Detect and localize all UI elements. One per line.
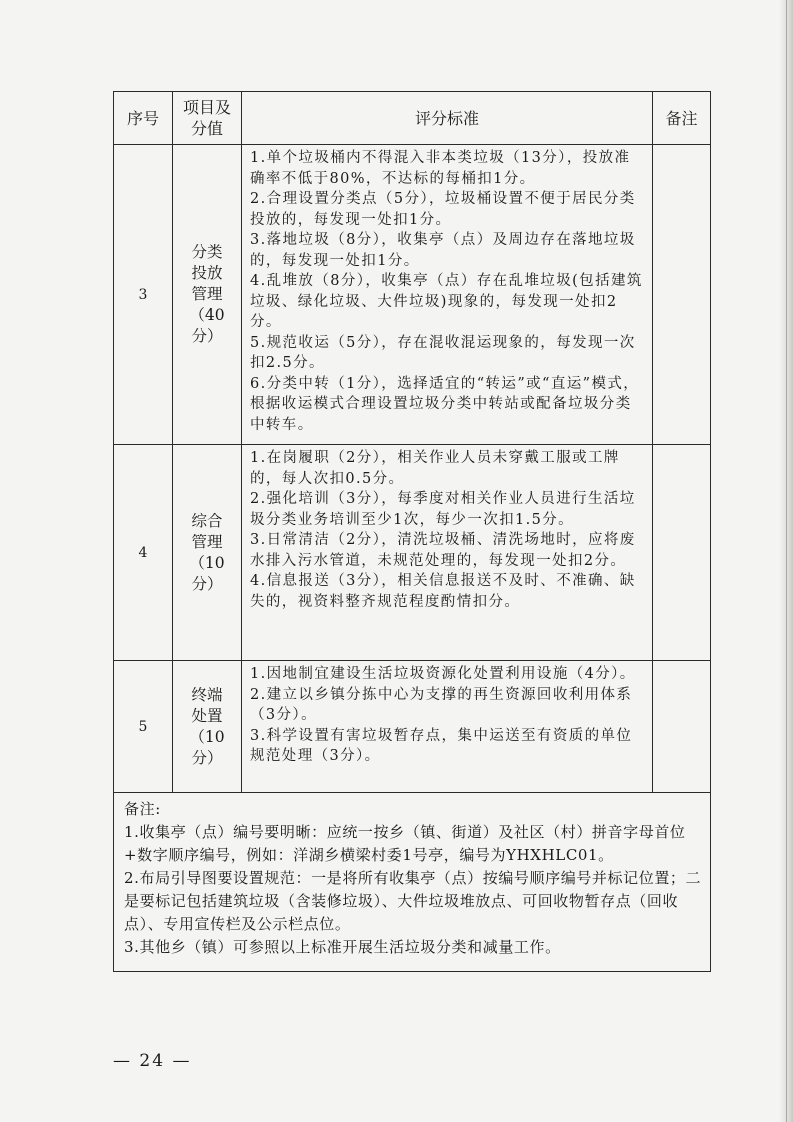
page-number: — 24 — <box>113 1051 192 1071</box>
criteria-item: 1.单个垃圾桶内不得混入非本类垃圾（13分），投放准确率不低于80%，不达标的每桶扣1分。 <box>250 150 631 187</box>
notes-title: 备注: <box>124 800 161 818</box>
row-criteria <box>242 661 653 793</box>
item-line: 管理 <box>191 532 223 551</box>
row-remark <box>653 661 711 793</box>
item-line: 分类 <box>191 243 223 261</box>
item-line: （10 <box>189 553 225 572</box>
row-remark <box>653 445 711 661</box>
note-item: 2.布局引导图要设置规范：一是将所有收集亭（点）按编号顺序编号并标记位置；二是要标记包括建筑垃圾（含装修垃圾）、大件垃圾堆放点、可回收物暂存点（回收点）、专用宣传栏及公示栏点位。 <box>124 869 702 933</box>
row-no: 4 <box>114 445 173 661</box>
criteria-item: 3.落地垃圾（8分），收集亭（点）及周边存在落地垃圾的，每发现一处扣1分。 <box>250 232 636 269</box>
row-criteria <box>242 445 653 661</box>
table-row <box>114 145 711 445</box>
row-item <box>173 661 242 793</box>
criteria-item: 1.因地制宜建设生活垃圾资源化处置利用设施（4分）。 <box>250 666 636 682</box>
row-remark <box>653 145 711 445</box>
note-item: 3.其他乡（镇）可参照以上标准开展生活垃圾分类和减量工作。 <box>124 938 561 956</box>
header-criteria: 评分标准 <box>242 92 653 145</box>
table-row <box>114 445 711 661</box>
header-no: 序号 <box>114 92 173 145</box>
criteria-item: 4.乱堆放（8分），收集亭（点）存在乱堆垃圾(包括建筑垃圾、绿化垃圾、大件垃圾)现象的，每发现一处扣2分。 <box>250 273 643 330</box>
header-item-line2: 分值 <box>190 119 223 138</box>
table-row <box>114 661 711 793</box>
table-header-row <box>114 92 711 145</box>
item-line: （10 <box>189 727 225 746</box>
row-no: 3 <box>114 145 173 445</box>
row-criteria <box>242 145 653 445</box>
header-item-line1: 项目及 <box>182 98 231 117</box>
criteria-item: 3.日常清洁（2分），清洗垃圾桶、清洗场地时，应将废水排入污水管道，未规范处理的，每发现一处扣2分。 <box>250 532 636 569</box>
criteria-item: 1.在岗履职（2分），相关作业人员未穿戴工服或工牌的，每人次扣0.5分。 <box>250 450 620 487</box>
notes-cell <box>114 793 711 972</box>
item-line: 分） <box>191 748 223 767</box>
criteria-item: 6.分类中转（1分），选择适宜的“转运”或“直运”模式，根据收运模式合理设置垃圾分类中转站或配备垃圾分类中转车。 <box>250 375 640 433</box>
scoring-table <box>113 91 711 972</box>
row-item <box>173 145 242 445</box>
header-item <box>173 92 242 145</box>
row-no: 5 <box>114 661 173 793</box>
item-line: 处置 <box>191 706 223 725</box>
criteria-item: 3.科学设置有害垃圾暂存点，集中运送至有资质的单位规范处理（3分）。 <box>250 727 633 764</box>
criteria-item: 5.规范收运（5分），存在混收混运现象的，每发现一次扣2.5分。 <box>250 334 636 371</box>
criteria-item: 4.信息报送（3分），相关信息报送不及时、不准确、缺失的，视资料整齐规范程度酌情扣分。 <box>250 573 636 610</box>
item-line: 投放 <box>191 264 223 282</box>
criteria-item: 2.强化培训（3分），每季度对相关作业人员进行生活垃圾分类业务培训至少1次，每少一次扣1.5分。 <box>250 491 636 528</box>
page-edge-shadow <box>779 0 793 1122</box>
item-line: （40 <box>189 306 225 324</box>
header-remark: 备注 <box>653 92 711 145</box>
item-line: 分） <box>191 574 223 593</box>
row-item <box>173 445 242 661</box>
notes-row <box>114 793 711 972</box>
criteria-item: 2.建立以乡镇分拣中心为支撑的再生资源回收利用体系（3分）。 <box>250 686 633 723</box>
item-line: 分） <box>191 327 223 345</box>
item-line: 综合 <box>191 511 223 530</box>
item-line: 终端 <box>191 685 223 704</box>
item-line: 管理 <box>191 285 223 303</box>
criteria-item: 2.合理设置分类点（5分），垃圾桶设置不便于居民分类投放的，每发现一处扣1分。 <box>250 191 636 228</box>
note-item: 1.收集亭（点）编号要明晰：应统一按乡（镇、街道）及社区（村）拼音字母首位+数字顺序编号，例如：洋湖乡横梁村委1号亭，编号为YHXHLC01。 <box>124 823 686 864</box>
